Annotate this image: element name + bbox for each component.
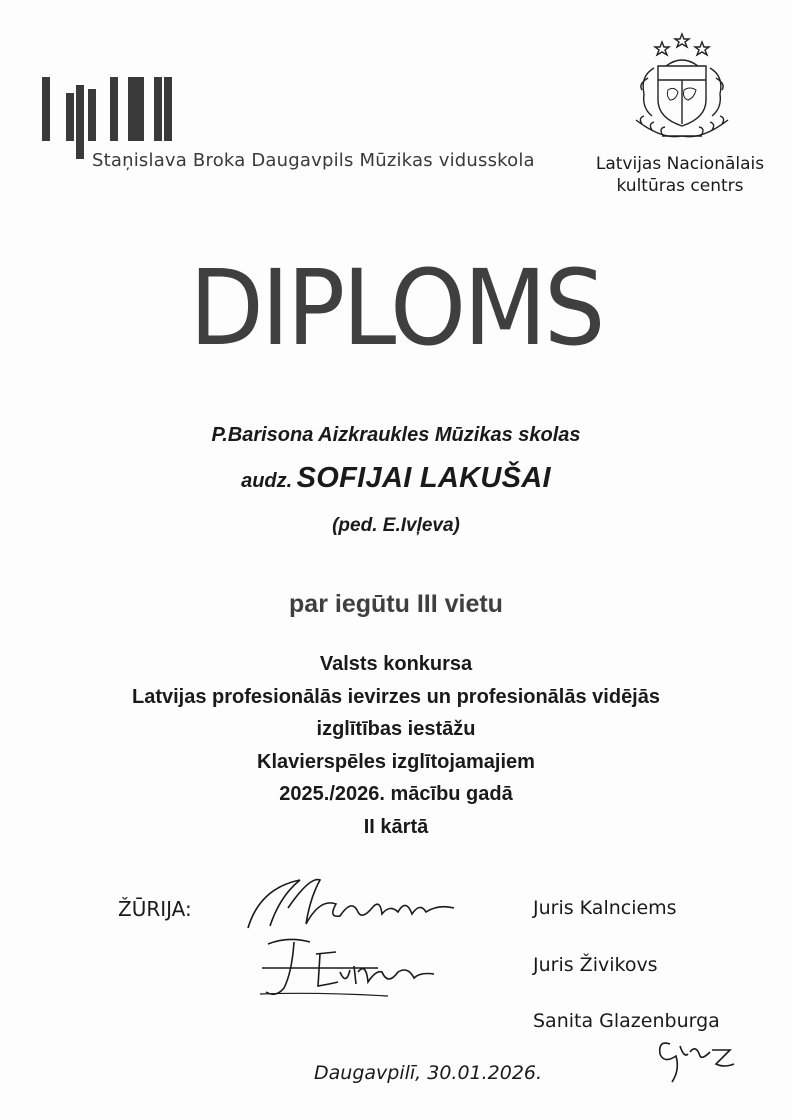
competition-description [0,648,792,843]
signature-2 [258,932,448,1002]
competition-line6: II kārtā [363,815,429,838]
competition-line5: 2025./2026. mācību gadā [279,783,513,805]
diploma-title: DIPLOMS [189,247,603,369]
jury-member: Juris Kalnciems [533,897,677,919]
competition-line3: izglītības iestāžu [316,718,476,740]
recipient-school: P.Barisona Aizkraukles Mūzikas skolas [211,424,581,446]
place-and-date: Daugavpilī, 30.01.2026. [314,1062,543,1084]
teacher-name: (ped. E.Ivļeva) [332,515,460,536]
organizer-name [570,153,790,197]
recipient-name: SOFIJAI LAKUŠAI [296,462,551,494]
signature-1 [240,868,460,938]
award-text: par iegūtu III vietu [289,590,503,618]
competition-line2: Latvijas profesionālās ievirzes un profesionālās vidējās [132,685,660,708]
recipient-line [0,462,792,495]
competition-line1: Valsts konkursa [319,653,473,675]
competition-line4: Klavierspēles izglītojamajiem [257,750,535,773]
jury-member: Sanita Glazenburga [533,1010,720,1032]
organizer-name-line1: Latvijas Nacionālais [595,154,765,174]
recipient-prefix: audz. [241,470,293,492]
signature-3 [650,1030,740,1090]
school-name: Staņislava Broka Daugavpils Mūzikas vidusskola [92,150,535,171]
jury-label: ŽŪRIJA: [118,897,192,921]
coat-of-arms-emblem [622,28,742,146]
jury-member: Juris Živikovs [533,954,658,976]
organizer-name-line2: kultūras centrs [616,176,744,196]
